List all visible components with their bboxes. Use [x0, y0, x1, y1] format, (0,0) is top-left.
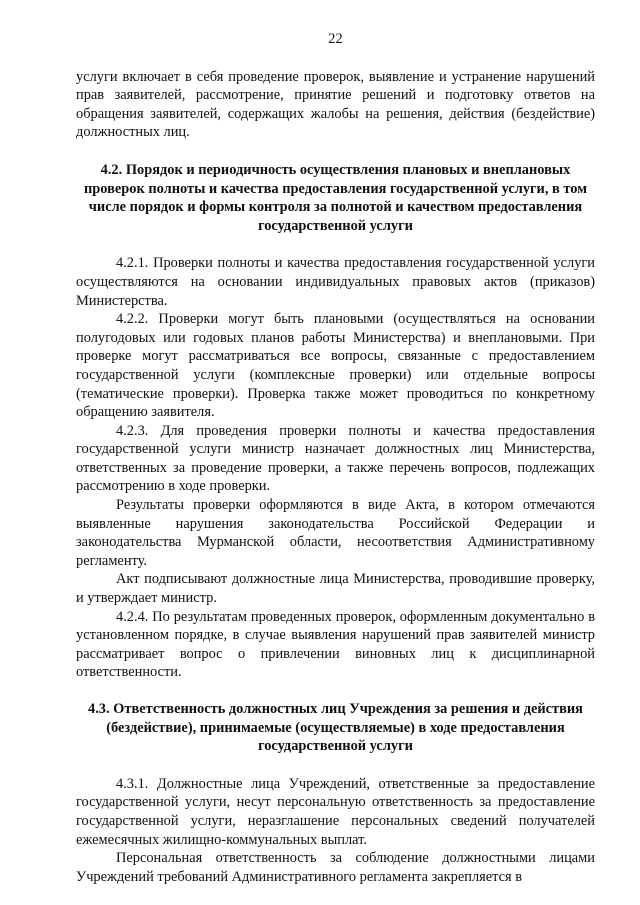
- page-number: 22: [328, 31, 343, 47]
- paragraph-act-signing: Акт подписывают должностные лица Министерства, проводившие проверку, и утверждает министр.: [76, 571, 595, 607]
- section-heading-4-3: 4.3. Ответственность должностных лиц Учреждения за решения и действия (бездействие), принимаемые (осуществляемые) в ходе предоставления государственной услуги: [88, 701, 583, 755]
- paragraph-4-2-4: 4.2.4. По результатам проведенных проверок, оформленным документально в установленном порядке, в случае выявления нарушений прав заявителей министр рассматривает вопрос о привлечении виновных лиц к дисциплинарной ответственности.: [76, 608, 595, 681]
- paragraph-4-3-1: 4.3.1. Должностные лица Учреждений, ответственные за предоставление государственной услуги, несут персональную ответственность за предоставление государственной услуги, неразглашение персональных сведений получателей ежемесячных жилищно-коммунальных выплат.: [76, 775, 595, 848]
- paragraph-check-results: Результаты проверки оформляются в виде Акта, в котором отмечаются выявленные нарушения законодательства Российской Федерации и законодательства Мурманской области, несоответствия Административному регламенту.: [76, 497, 595, 569]
- paragraph-continuation: услуги включает в себя проведение проверок, выявление и устранение нарушений прав заявителей, рассмотрение, принятие решений и подготовку ответов на обращения заявителей, содержащих жалобы на решения, действия (бездействие) должностных лиц.: [76, 68, 595, 141]
- paragraph-4-2-1: 4.2.1. Проверки полноты и качества предоставления государственной услуги осуществляются на основании индивидуальных правовых актов (приказов) Министерства.: [76, 255, 595, 309]
- paragraph-personal-responsibility: Персональная ответственность за соблюдение должностными лицами Учреждений требований Административного регламента закрепляется в: [76, 850, 595, 885]
- document-page: [76, 30, 595, 886]
- paragraph-4-2-2: 4.2.2. Проверки могут быть плановыми (осуществляться на основании полугодовых или годовых планов работы Министерства) и внеплановыми. При проверке могут рассматриваться все вопросы, связанные с предоставлением государственной услуги (комплексные проверки) или отдельные вопросы (тематические проверки). Проверка также может проводиться по конкретному обращению заявителя.: [76, 311, 595, 421]
- paragraph-4-2-3: 4.2.3. Для проведения проверки полноты и качества предоставления государственной услуги министр назначает должностных лиц Министерства, ответственных за проведение проверки, а также перечень вопросов, подлежащих рассмотрению в ходе проверки.: [76, 422, 595, 495]
- section-heading-4-2: 4.2. Порядок и периодичность осуществления плановых и внеплановых проверок полноты и качества предоставления государственной услуги, в том числе порядок и формы контроля за полнотой и качеством предоставления государственной услуги: [83, 161, 588, 234]
